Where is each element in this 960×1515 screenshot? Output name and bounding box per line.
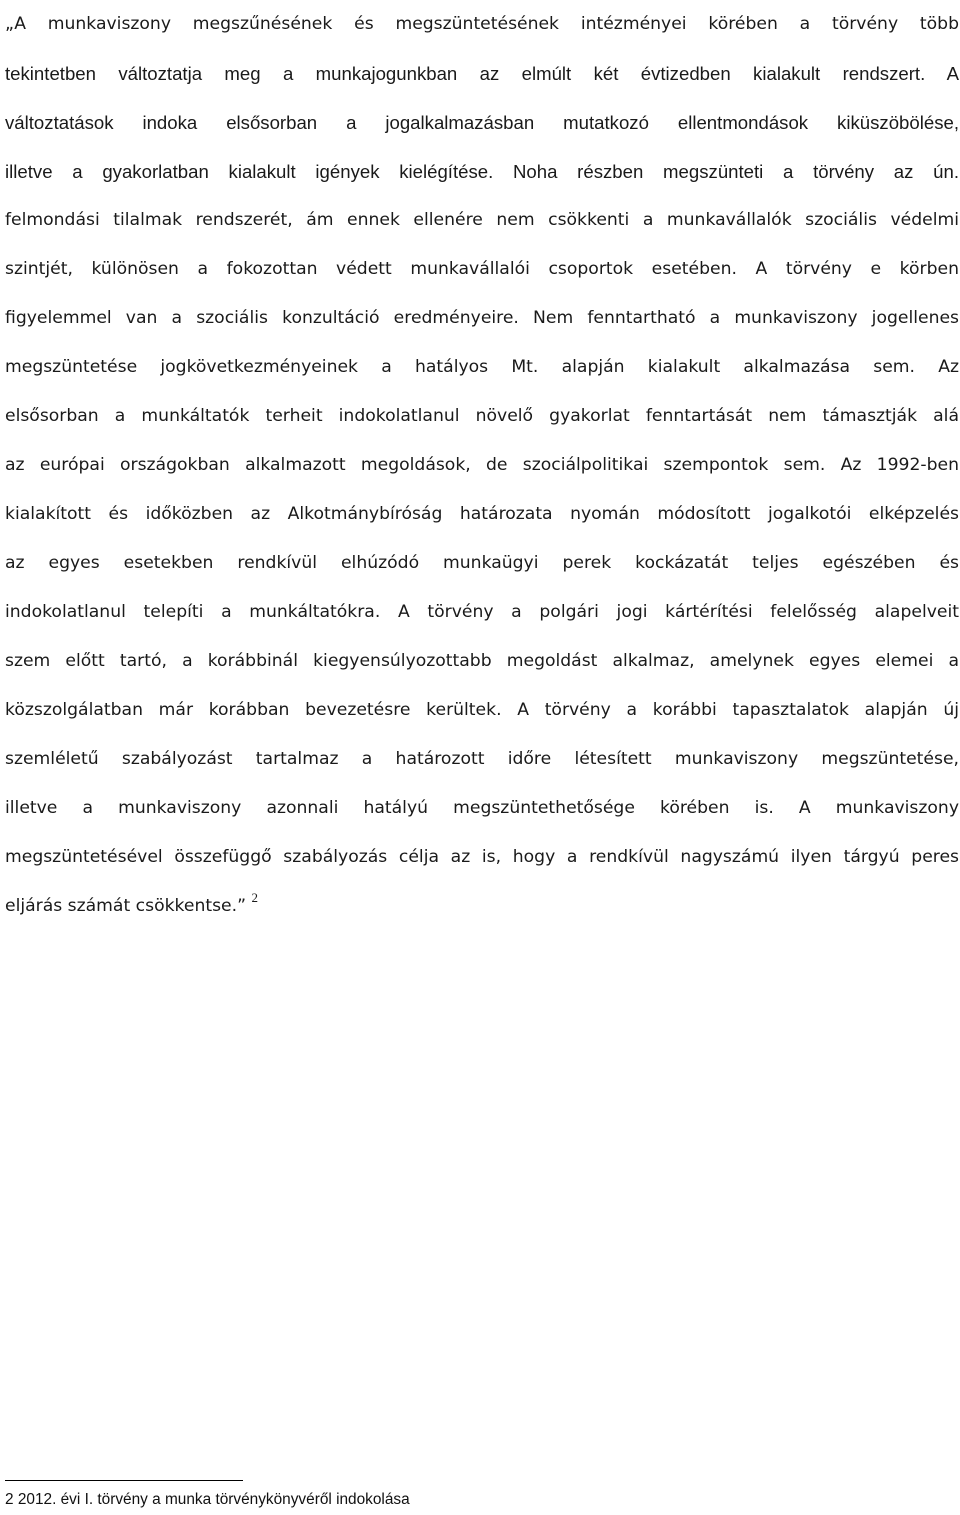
paragraph-line: eljárás számát csökkentse.” bbox=[5, 896, 246, 916]
paragraph-line: közszolgálatban már korábban bevezetésre kerültek. A törvény a korábbi tapasztalatok alapján új bbox=[5, 700, 959, 720]
paragraph-line: figyelemmel van a szociális konzultáció eredményeire. Nem fenntartható a munkaviszony jogellenes bbox=[5, 308, 959, 328]
paragraph-line: szintjét, különösen a fokozottan védett munkavállalói csoportok esetében. A törvény e körben bbox=[5, 259, 959, 279]
paragraph-last-line bbox=[5, 882, 959, 931]
quoted-paragraph bbox=[5, 0, 959, 931]
footnote-separator bbox=[5, 1480, 243, 1481]
paragraph-line: az európai országokban alkalmazott megoldások, de szociálpolitikai szempontok sem. Az 1992-ben bbox=[5, 455, 959, 475]
paragraph-line: „A munkaviszony megszűnésének és megszüntetésének intézményei körében a törvény több bbox=[5, 14, 959, 34]
paragraph-line: megszüntetése jogkövetkezményeinek a hatályos Mt. alapján kialakult alkalmazása sem. Az bbox=[5, 357, 959, 377]
paragraph-line: szemléletű szabályozást tartalmaz a határozott időre létesített munkaviszony megszüntetése, bbox=[5, 749, 959, 769]
footnote-reference[interactable]: 2 bbox=[251, 890, 258, 905]
paragraph-line: illetve a gyakorlatban kialakult igények kielégítése. Noha részben megszünteti a törvény az ún. bbox=[5, 161, 959, 182]
paragraph-line: elsősorban a munkáltatók terheit indokolatlanul növelő gyakorlat fenntartását nem támasztják alá bbox=[5, 406, 959, 426]
paragraph-line: indokolatlanul telepíti a munkáltatókra. A törvény a polgári jogi kártérítési felelősség alapelveit bbox=[5, 602, 959, 622]
paragraph-line: megszüntetésével összefüggő szabályozás célja az is, hogy a rendkívül nagyszámú ilyen tárgyú peres bbox=[5, 847, 959, 867]
paragraph-line: kialakított és időközben az Alkotmánybíróság határozata nyomán módosított jogalkotói elképzelés bbox=[5, 504, 959, 524]
paragraph-line: felmondási tilalmak rendszerét, ám ennek ellenére nem csökkenti a munkavállalók szociális védelmi bbox=[5, 210, 959, 230]
paragraph-line: az egyes esetekben rendkívül elhúzódó munkaügyi perek kockázatát teljes egészében és bbox=[5, 553, 959, 573]
paragraph-line: illetve a munkaviszony azonnali hatályú megszüntethetősége körében is. A munkaviszony bbox=[5, 798, 959, 818]
footnote: 2 2012. évi I. törvény a munka törvénykönyvéről indokolása bbox=[5, 1491, 410, 1508]
paragraph-line: tekintetben változtatja meg a munkajogunkban az elmúlt két évtizedben kialakult rendszert. A bbox=[5, 63, 959, 84]
paragraph-line: változtatások indoka elsősorban a jogalkalmazásban mutatkozó ellentmondások kiküszöbölése, bbox=[5, 112, 959, 133]
paragraph-line: szem előtt tartó, a korábbinál kiegyensúlyozottabb megoldást alkalmaz, amelynek egyes elemei a bbox=[5, 651, 959, 671]
